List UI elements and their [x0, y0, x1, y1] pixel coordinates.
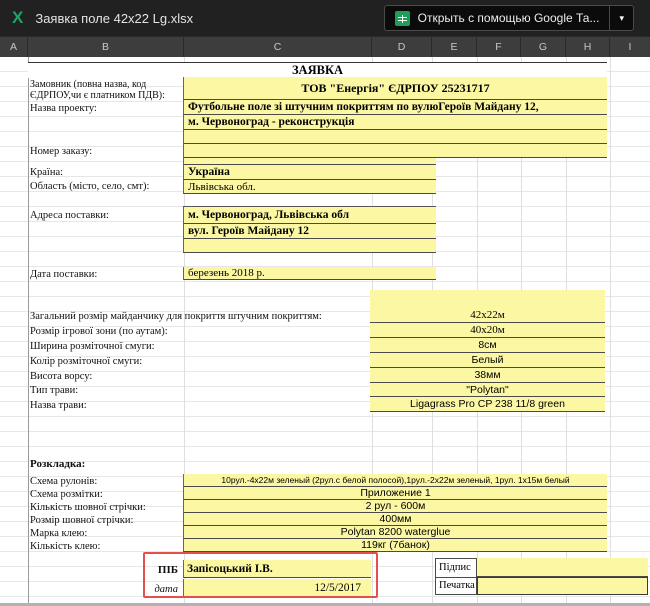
column-header-d: D	[372, 36, 432, 57]
empty-cell	[370, 290, 605, 308]
layout-label: Кількість клею:	[30, 541, 101, 552]
column-header-h: H	[566, 36, 610, 57]
layout-value-cell: 10рул.-4х22м зеленый (2рул.с белой полосой),1рул.-2х22м зеленый, 1рул. 1х15м белый	[183, 474, 607, 487]
address-line1-cell: м. Червоноград, Львівська обл	[183, 207, 436, 224]
signature-name-label: ПІБ	[157, 564, 178, 576]
sign-stamp-label-box	[435, 558, 477, 595]
layout-value-cell: 400мм	[183, 513, 607, 526]
signature-date-cell: 12/5/2017	[183, 579, 371, 597]
chevron-down-icon[interactable]: ▾	[619, 12, 624, 23]
delivery-date-cell: березень 2018 р.	[183, 267, 436, 280]
form-title: ЗАЯВКА	[28, 63, 607, 78]
google-sheets-icon	[395, 11, 410, 26]
titlebar	[0, 0, 650, 36]
signature-name-cell: Запісоцький І.В.	[183, 560, 371, 578]
spec-value-cell: 40х20м	[370, 323, 605, 338]
spec-value-cell: Ligagrass Pro CP 238 11/8 green	[370, 397, 605, 412]
address-line2-cell: вул. Героїв Майдану 12	[183, 224, 436, 239]
stamp-label: Печатка	[439, 580, 475, 591]
sign-label: Підпис	[436, 559, 476, 578]
order-number-label: Номер заказу:	[30, 146, 93, 157]
layout-value-cell: 119кг (7банок)	[183, 539, 607, 552]
layout-label: Марка клею:	[30, 528, 88, 539]
spec-value-cell: 8см	[370, 338, 605, 353]
spec-label: Розмір ігрової зони (по аутам):	[30, 326, 168, 337]
column-header-b: B	[28, 36, 184, 57]
open-with-google-sheets-button[interactable]	[384, 5, 634, 31]
layout-label: Схема рулонів:	[30, 476, 98, 487]
spec-label: Ширина розміточної смуги:	[30, 341, 155, 352]
excel-file-icon: X	[12, 8, 24, 27]
column-header-row	[0, 36, 650, 57]
empty-cell	[183, 130, 607, 144]
country-value-cell: Україна	[183, 165, 436, 180]
layout-value-cell: Приложение 1	[183, 487, 607, 500]
column-header-g: G	[521, 36, 566, 57]
empty-bordered-row	[183, 194, 436, 207]
layout-label: Схема розмітки:	[30, 489, 103, 500]
column-header-i: I	[610, 36, 650, 57]
column-header-f: F	[477, 36, 521, 57]
spec-label: Загальний розмір майданчику для покриття штучним покриттям:	[30, 311, 322, 322]
signature-date-label: дата	[154, 584, 178, 595]
spec-label: Назва трави:	[30, 400, 87, 411]
sign-cell	[477, 558, 648, 577]
region-value-cell: Львівська обл.	[183, 180, 436, 194]
layout-value-cell: 2 рул - 600м	[183, 500, 607, 513]
delivery-date-label: Дата поставки:	[30, 269, 98, 280]
customer-label: Замовник (повна назва, код ЄДРПОУ,чи є платником ПДВ):	[30, 79, 165, 101]
layout-label: Кількість шовної стрічки:	[30, 502, 146, 513]
country-label: Країна:	[30, 167, 64, 178]
customer-value-cell: ТОВ "Енергія" ЄДРПОУ 25231717	[183, 77, 607, 100]
column-header-a: A	[0, 36, 28, 57]
gridline	[28, 57, 29, 603]
region-label: Область (місто, село, смт):	[30, 181, 150, 192]
stamp-cell	[477, 577, 648, 595]
project-line2-cell: м. Червоноград - реконструкція	[183, 115, 607, 130]
spec-label: Колір розміточної смуги:	[30, 356, 143, 367]
spec-value-cell: 42х22м	[370, 308, 605, 323]
column-header-c: C	[184, 36, 372, 57]
file-title: Заявка поле 42x22 Lg.xlsx	[35, 10, 194, 26]
spreadsheet-preview	[0, 57, 650, 603]
highlight-annotation-box	[143, 552, 378, 598]
column-header-e: E	[432, 36, 477, 57]
order-number-cell	[183, 144, 607, 158]
spec-value-cell: "Polytan"	[370, 383, 605, 397]
spec-label: Висота ворсу:	[30, 371, 93, 382]
layout-section-header: Розкладка:	[30, 458, 86, 470]
empty-cell	[183, 239, 436, 253]
spec-value-cell: Белый	[370, 353, 605, 368]
empty-cell	[183, 158, 436, 165]
project-label: Назва проекту:	[30, 103, 97, 114]
address-label: Адреса поставки:	[30, 210, 109, 221]
layout-label: Розмір шовної стрічки:	[30, 515, 134, 526]
spec-value-cell: 38мм	[370, 368, 605, 383]
open-button-label: Открыть с помощью Google Та...	[417, 11, 600, 25]
spec-label: Тип трави:	[30, 385, 79, 396]
gridline	[610, 57, 611, 603]
project-line1-cell: Футбольне поле зі штучним покриттям по вулюГероїв Майдану 12,	[183, 100, 607, 115]
layout-value-cell: Polytan 8200 waterglue	[183, 526, 607, 539]
